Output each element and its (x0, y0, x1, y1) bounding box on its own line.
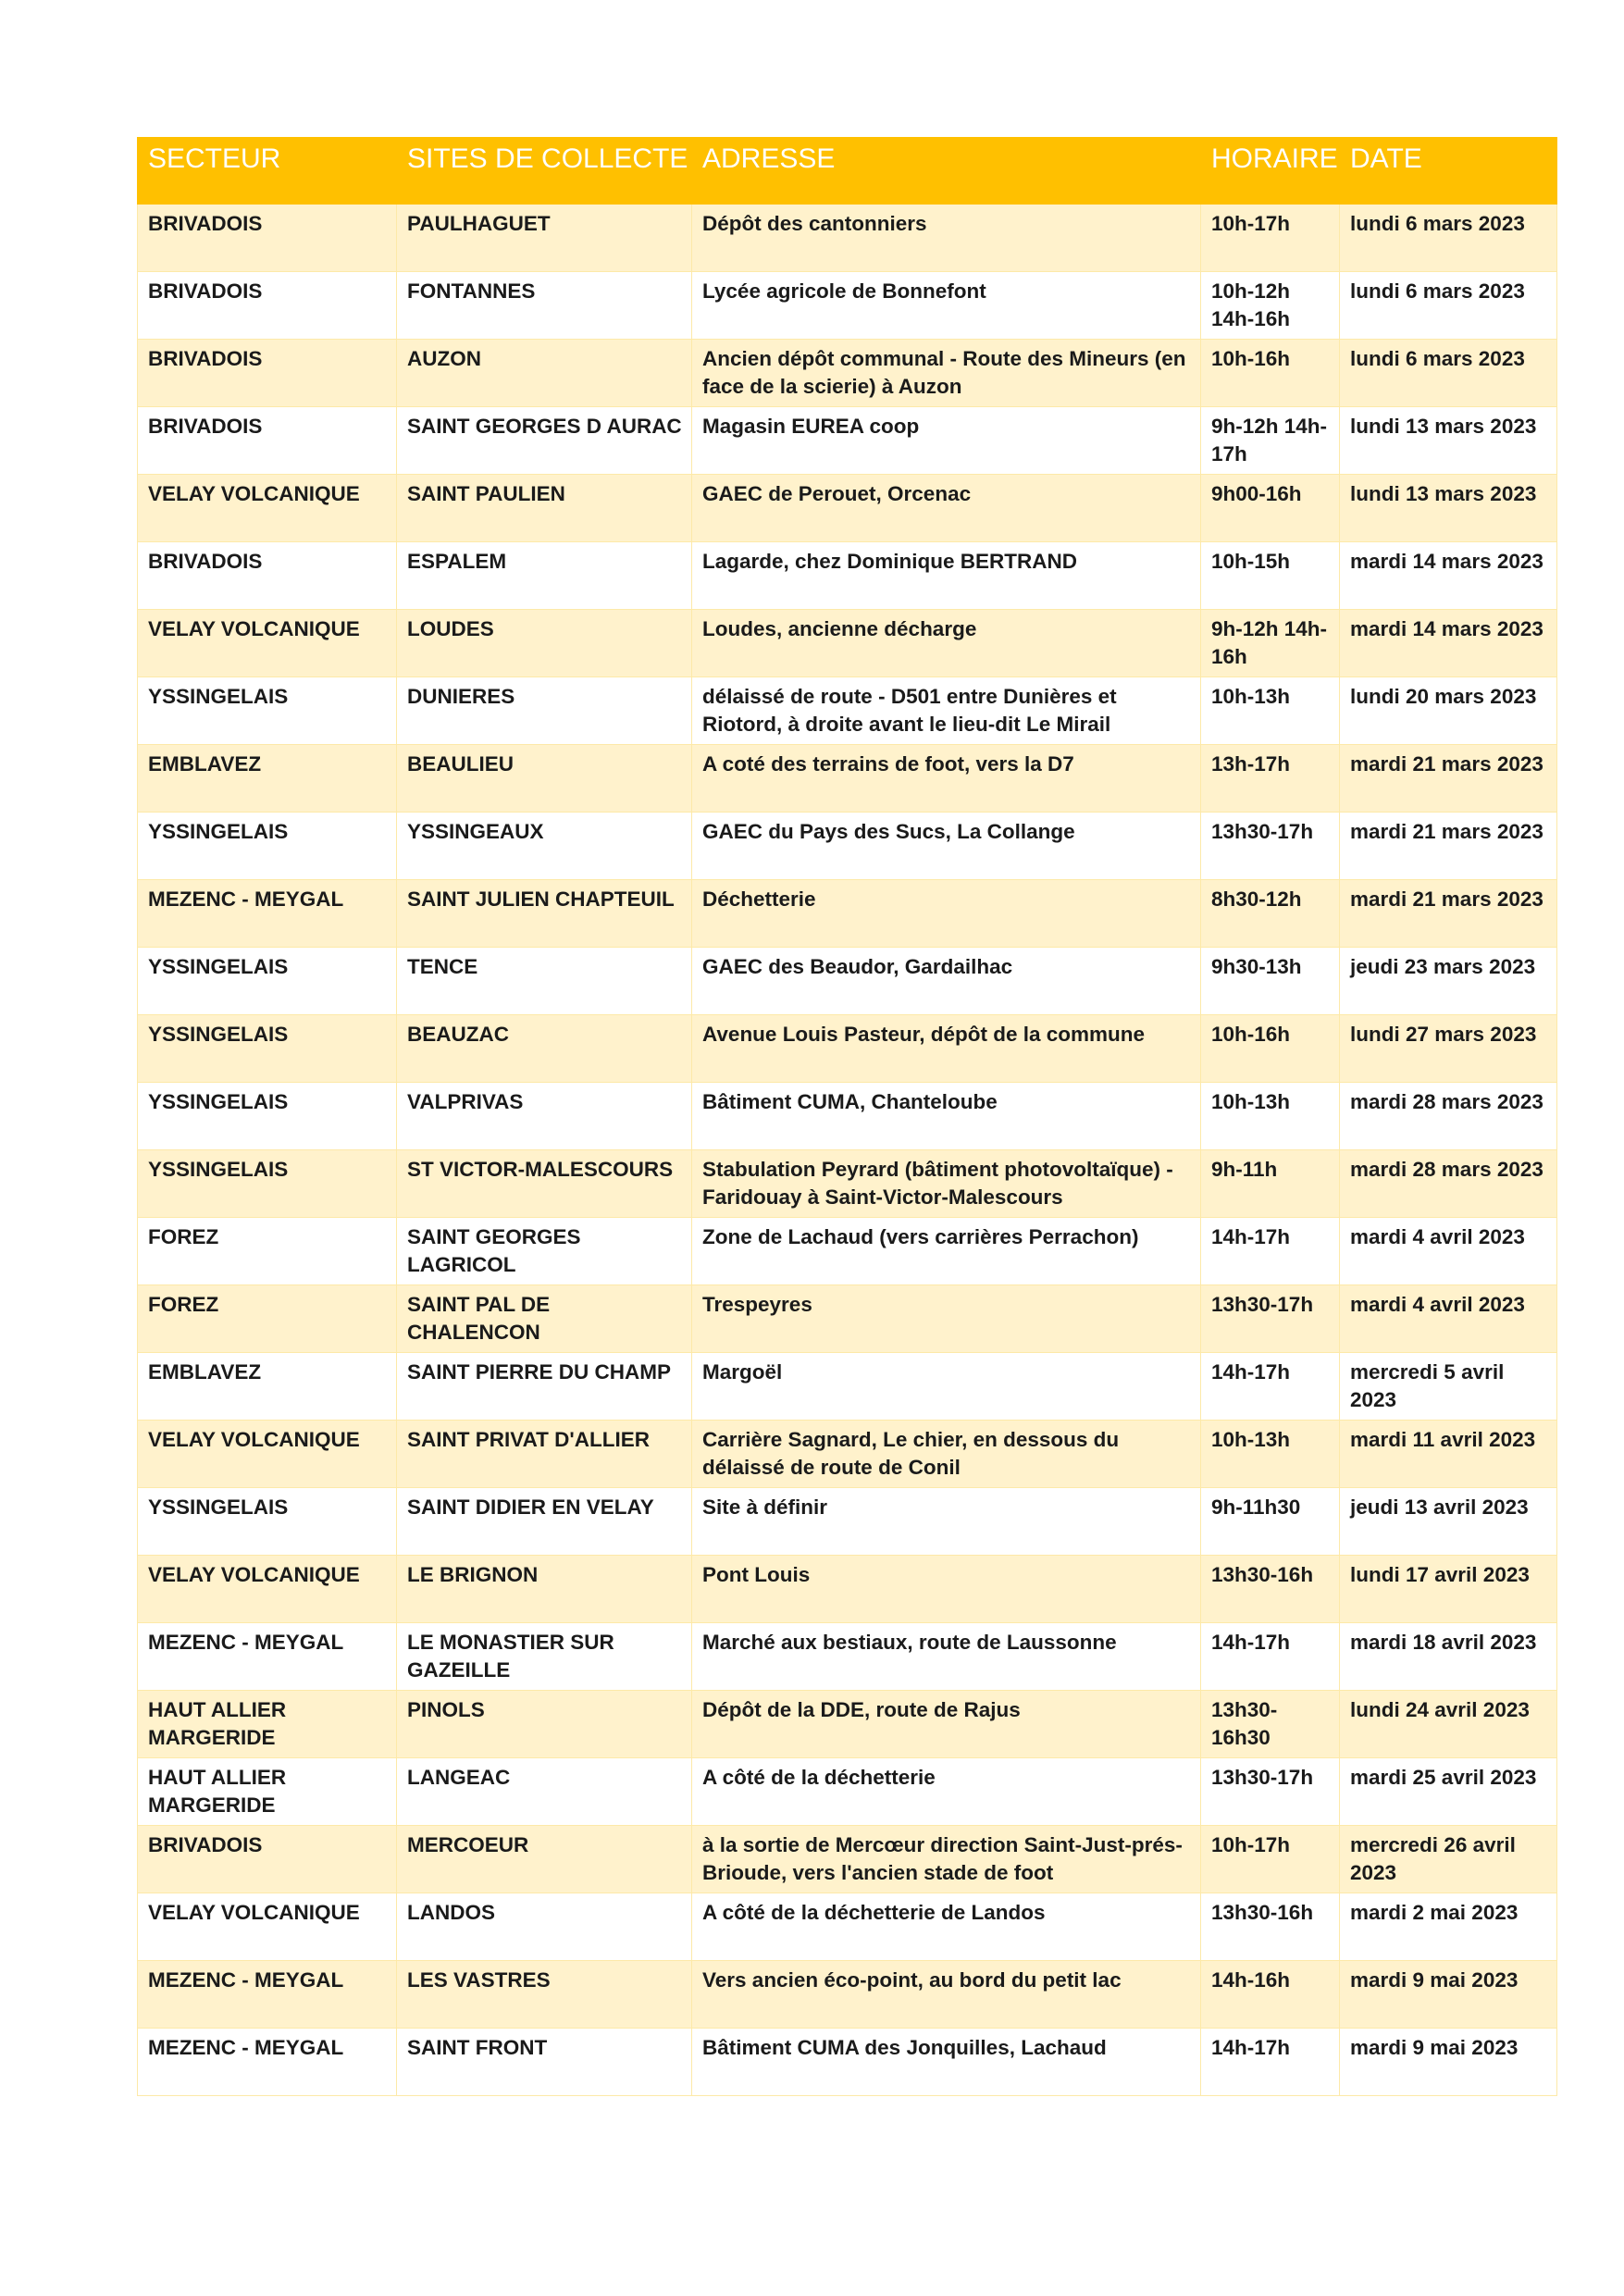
table-row (138, 1758, 1557, 1826)
cell-horaire: 13h30-16h (1201, 1556, 1340, 1623)
cell-site: LANDOS (397, 1893, 692, 1961)
table-row (138, 1961, 1557, 2029)
cell-secteur: YSSINGELAIS (138, 1150, 397, 1218)
cell-horaire: 9h-11h (1201, 1150, 1340, 1218)
table-row (138, 542, 1557, 610)
cell-adresse: à la sortie de Mercœur direction Saint-Just-prés-Brioude, vers l'ancien stade de foot (692, 1826, 1201, 1893)
cell-site: PINOLS (397, 1691, 692, 1758)
table-row (138, 2029, 1557, 2096)
cell-adresse: Dépôt des cantonniers (692, 205, 1201, 272)
cell-date: mardi 21 mars 2023 (1340, 813, 1557, 880)
cell-horaire: 10h-13h (1201, 1421, 1340, 1488)
cell-secteur: YSSINGELAIS (138, 813, 397, 880)
cell-site: PAULHAGUET (397, 205, 692, 272)
cell-horaire: 13h30-17h (1201, 1758, 1340, 1826)
cell-site: DUNIERES (397, 677, 692, 745)
cell-secteur: FOREZ (138, 1285, 397, 1353)
cell-site: FONTANNES (397, 272, 692, 340)
cell-adresse: Bâtiment CUMA, Chanteloube (692, 1083, 1201, 1150)
cell-adresse: Bâtiment CUMA des Jonquilles, Lachaud (692, 2029, 1201, 2096)
cell-date: mardi 9 mai 2023 (1340, 1961, 1557, 2029)
cell-site: SAINT PRIVAT D'ALLIER (397, 1421, 692, 1488)
cell-horaire: 13h-17h (1201, 745, 1340, 813)
cell-secteur: VELAY VOLCANIQUE (138, 1893, 397, 1961)
cell-adresse: GAEC du Pays des Sucs, La Collange (692, 813, 1201, 880)
table-row (138, 1893, 1557, 1961)
cell-date: mardi 25 avril 2023 (1340, 1758, 1557, 1826)
cell-horaire: 10h-13h (1201, 677, 1340, 745)
cell-horaire: 9h-12h 14h-17h (1201, 407, 1340, 475)
table-row (138, 1150, 1557, 1218)
table-row (138, 745, 1557, 813)
cell-site: VALPRIVAS (397, 1083, 692, 1150)
cell-site: SAINT DIDIER EN VELAY (397, 1488, 692, 1556)
cell-site: SAINT GEORGES LAGRICOL (397, 1218, 692, 1285)
cell-date: mardi 4 avril 2023 (1340, 1285, 1557, 1353)
table-row (138, 1691, 1557, 1758)
table-row (138, 407, 1557, 475)
header-secteur: SECTEUR (138, 138, 397, 205)
cell-adresse: A côté de la déchetterie (692, 1758, 1201, 1826)
cell-adresse: Marché aux bestiaux, route de Laussonne (692, 1623, 1201, 1691)
cell-secteur: YSSINGELAIS (138, 677, 397, 745)
cell-secteur: VELAY VOLCANIQUE (138, 1421, 397, 1488)
cell-secteur: VELAY VOLCANIQUE (138, 475, 397, 542)
table-row (138, 1218, 1557, 1285)
cell-adresse: A coté des terrains de foot, vers la D7 (692, 745, 1201, 813)
cell-date: mardi 14 mars 2023 (1340, 542, 1557, 610)
cell-secteur: EMBLAVEZ (138, 745, 397, 813)
cell-secteur: VELAY VOLCANIQUE (138, 1556, 397, 1623)
cell-adresse: Vers ancien éco-point, au bord du petit lac (692, 1961, 1201, 2029)
cell-horaire: 8h30-12h (1201, 880, 1340, 948)
table-row (138, 340, 1557, 407)
cell-adresse: Loudes, ancienne décharge (692, 610, 1201, 677)
cell-horaire: 14h-16h (1201, 1961, 1340, 2029)
cell-site: ST VICTOR-MALESCOURS (397, 1150, 692, 1218)
cell-adresse: GAEC des Beaudor, Gardailhac (692, 948, 1201, 1015)
table-row (138, 1556, 1557, 1623)
cell-horaire: 9h-12h 14h-16h (1201, 610, 1340, 677)
cell-adresse: Lycée agricole de Bonnefont (692, 272, 1201, 340)
cell-date: mardi 21 mars 2023 (1340, 880, 1557, 948)
cell-secteur: MEZENC - MEYGAL (138, 1623, 397, 1691)
table-header (138, 138, 1557, 205)
cell-adresse: Ancien dépôt communal - Route des Mineurs (en face de la scierie) à Auzon (692, 340, 1201, 407)
cell-date: lundi 27 mars 2023 (1340, 1015, 1557, 1083)
cell-site: LE MONASTIER SUR GAZEILLE (397, 1623, 692, 1691)
cell-site: SAINT JULIEN CHAPTEUIL (397, 880, 692, 948)
cell-secteur: EMBLAVEZ (138, 1353, 397, 1421)
cell-date: lundi 13 mars 2023 (1340, 475, 1557, 542)
table-row (138, 948, 1557, 1015)
table-row (138, 1285, 1557, 1353)
cell-adresse: Site à définir (692, 1488, 1201, 1556)
cell-site: SAINT GEORGES D AURAC (397, 407, 692, 475)
cell-date: lundi 6 mars 2023 (1340, 340, 1557, 407)
cell-secteur: FOREZ (138, 1218, 397, 1285)
cell-secteur: YSSINGELAIS (138, 1083, 397, 1150)
cell-secteur: BRIVADOIS (138, 407, 397, 475)
cell-date: lundi 20 mars 2023 (1340, 677, 1557, 745)
cell-horaire: 10h-17h (1201, 205, 1340, 272)
cell-site: SAINT PAULIEN (397, 475, 692, 542)
cell-date: mardi 11 avril 2023 (1340, 1421, 1557, 1488)
cell-site: ESPALEM (397, 542, 692, 610)
cell-date: mardi 9 mai 2023 (1340, 2029, 1557, 2096)
cell-site: SAINT PIERRE DU CHAMP (397, 1353, 692, 1421)
cell-site: BEAULIEU (397, 745, 692, 813)
cell-horaire: 14h-17h (1201, 2029, 1340, 2096)
table-row (138, 1083, 1557, 1150)
cell-adresse: Avenue Louis Pasteur, dépôt de la commune (692, 1015, 1201, 1083)
header-horaire: HORAIRE (1201, 138, 1340, 205)
cell-secteur: YSSINGELAIS (138, 1015, 397, 1083)
cell-date: mercredi 26 avril 2023 (1340, 1826, 1557, 1893)
cell-horaire: 9h30-13h (1201, 948, 1340, 1015)
table-body (138, 205, 1557, 2096)
cell-horaire: 14h-17h (1201, 1353, 1340, 1421)
table-row (138, 677, 1557, 745)
table-row (138, 813, 1557, 880)
cell-date: mardi 2 mai 2023 (1340, 1893, 1557, 1961)
cell-date: mardi 28 mars 2023 (1340, 1150, 1557, 1218)
cell-secteur: HAUT ALLIER MARGERIDE (138, 1691, 397, 1758)
cell-date: lundi 6 mars 2023 (1340, 205, 1557, 272)
table-row (138, 610, 1557, 677)
cell-adresse: Magasin EUREA coop (692, 407, 1201, 475)
cell-site: LES VASTRES (397, 1961, 692, 2029)
table-row (138, 205, 1557, 272)
cell-secteur: MEZENC - MEYGAL (138, 1961, 397, 2029)
cell-horaire: 13h30-17h (1201, 813, 1340, 880)
cell-horaire: 10h-16h (1201, 340, 1340, 407)
cell-horaire: 10h-12h 14h-16h (1201, 272, 1340, 340)
cell-date: mercredi 5 avril 2023 (1340, 1353, 1557, 1421)
collection-schedule-table (137, 137, 1557, 2096)
cell-adresse: délaissé de route - D501 entre Dunières et Riotord, à droite avant le lieu-dit Le Mirail (692, 677, 1201, 745)
cell-adresse: Déchetterie (692, 880, 1201, 948)
cell-secteur: YSSINGELAIS (138, 1488, 397, 1556)
cell-date: lundi 13 mars 2023 (1340, 407, 1557, 475)
table-row (138, 272, 1557, 340)
cell-site: SAINT FRONT (397, 2029, 692, 2096)
cell-adresse: A côté de la déchetterie de Landos (692, 1893, 1201, 1961)
cell-site: LOUDES (397, 610, 692, 677)
cell-adresse: Dépôt de la DDE, route de Rajus (692, 1691, 1201, 1758)
cell-horaire: 9h-11h30 (1201, 1488, 1340, 1556)
header-adresse: ADRESSE (692, 138, 1201, 205)
cell-date: mardi 18 avril 2023 (1340, 1623, 1557, 1691)
cell-date: mardi 21 mars 2023 (1340, 745, 1557, 813)
cell-secteur: MEZENC - MEYGAL (138, 2029, 397, 2096)
cell-date: jeudi 13 avril 2023 (1340, 1488, 1557, 1556)
cell-adresse: Stabulation Peyrard (bâtiment photovoltaïque) - Faridouay à Saint-Victor-Malescours (692, 1150, 1201, 1218)
cell-date: jeudi 23 mars 2023 (1340, 948, 1557, 1015)
cell-adresse: GAEC de Perouet, Orcenac (692, 475, 1201, 542)
cell-secteur: BRIVADOIS (138, 340, 397, 407)
cell-adresse: Carrière Sagnard, Le chier, en dessous du délaissé de route de Conil (692, 1421, 1201, 1488)
header-date: DATE (1340, 138, 1557, 205)
table-row (138, 1488, 1557, 1556)
cell-secteur: BRIVADOIS (138, 205, 397, 272)
cell-horaire: 10h-17h (1201, 1826, 1340, 1893)
header-row (138, 138, 1557, 205)
cell-adresse: Trespeyres (692, 1285, 1201, 1353)
cell-date: mardi 14 mars 2023 (1340, 610, 1557, 677)
cell-horaire: 14h-17h (1201, 1218, 1340, 1285)
cell-site: LANGEAC (397, 1758, 692, 1826)
cell-site: MERCOEUR (397, 1826, 692, 1893)
cell-site: AUZON (397, 340, 692, 407)
cell-date: lundi 24 avril 2023 (1340, 1691, 1557, 1758)
cell-horaire: 10h-15h (1201, 542, 1340, 610)
cell-adresse: Zone de Lachaud (vers carrières Perrachon) (692, 1218, 1201, 1285)
cell-site: SAINT PAL DE CHALENCON (397, 1285, 692, 1353)
cell-date: mardi 28 mars 2023 (1340, 1083, 1557, 1150)
cell-adresse: Margoël (692, 1353, 1201, 1421)
cell-horaire: 9h00-16h (1201, 475, 1340, 542)
cell-secteur: MEZENC - MEYGAL (138, 880, 397, 948)
table-row (138, 1421, 1557, 1488)
cell-site: TENCE (397, 948, 692, 1015)
table-row (138, 475, 1557, 542)
header-sites: SITES DE COLLECTE (397, 138, 692, 205)
table-row (138, 1353, 1557, 1421)
cell-horaire: 10h-13h (1201, 1083, 1340, 1150)
cell-site: BEAUZAC (397, 1015, 692, 1083)
cell-horaire: 10h-16h (1201, 1015, 1340, 1083)
cell-secteur: YSSINGELAIS (138, 948, 397, 1015)
cell-date: lundi 6 mars 2023 (1340, 272, 1557, 340)
cell-horaire: 13h30-16h (1201, 1893, 1340, 1961)
table-row (138, 1623, 1557, 1691)
cell-horaire: 14h-17h (1201, 1623, 1340, 1691)
cell-site: LE BRIGNON (397, 1556, 692, 1623)
table-row (138, 1826, 1557, 1893)
cell-adresse: Lagarde, chez Dominique BERTRAND (692, 542, 1201, 610)
cell-date: lundi 17 avril 2023 (1340, 1556, 1557, 1623)
table-row (138, 880, 1557, 948)
cell-secteur: BRIVADOIS (138, 542, 397, 610)
cell-horaire: 13h30-17h (1201, 1285, 1340, 1353)
cell-secteur: BRIVADOIS (138, 1826, 397, 1893)
cell-site: YSSINGEAUX (397, 813, 692, 880)
cell-secteur: VELAY VOLCANIQUE (138, 610, 397, 677)
cell-date: mardi 4 avril 2023 (1340, 1218, 1557, 1285)
cell-secteur: BRIVADOIS (138, 272, 397, 340)
table-row (138, 1015, 1557, 1083)
cell-horaire: 13h30-16h30 (1201, 1691, 1340, 1758)
cell-adresse: Pont Louis (692, 1556, 1201, 1623)
cell-secteur: HAUT ALLIER MARGERIDE (138, 1758, 397, 1826)
